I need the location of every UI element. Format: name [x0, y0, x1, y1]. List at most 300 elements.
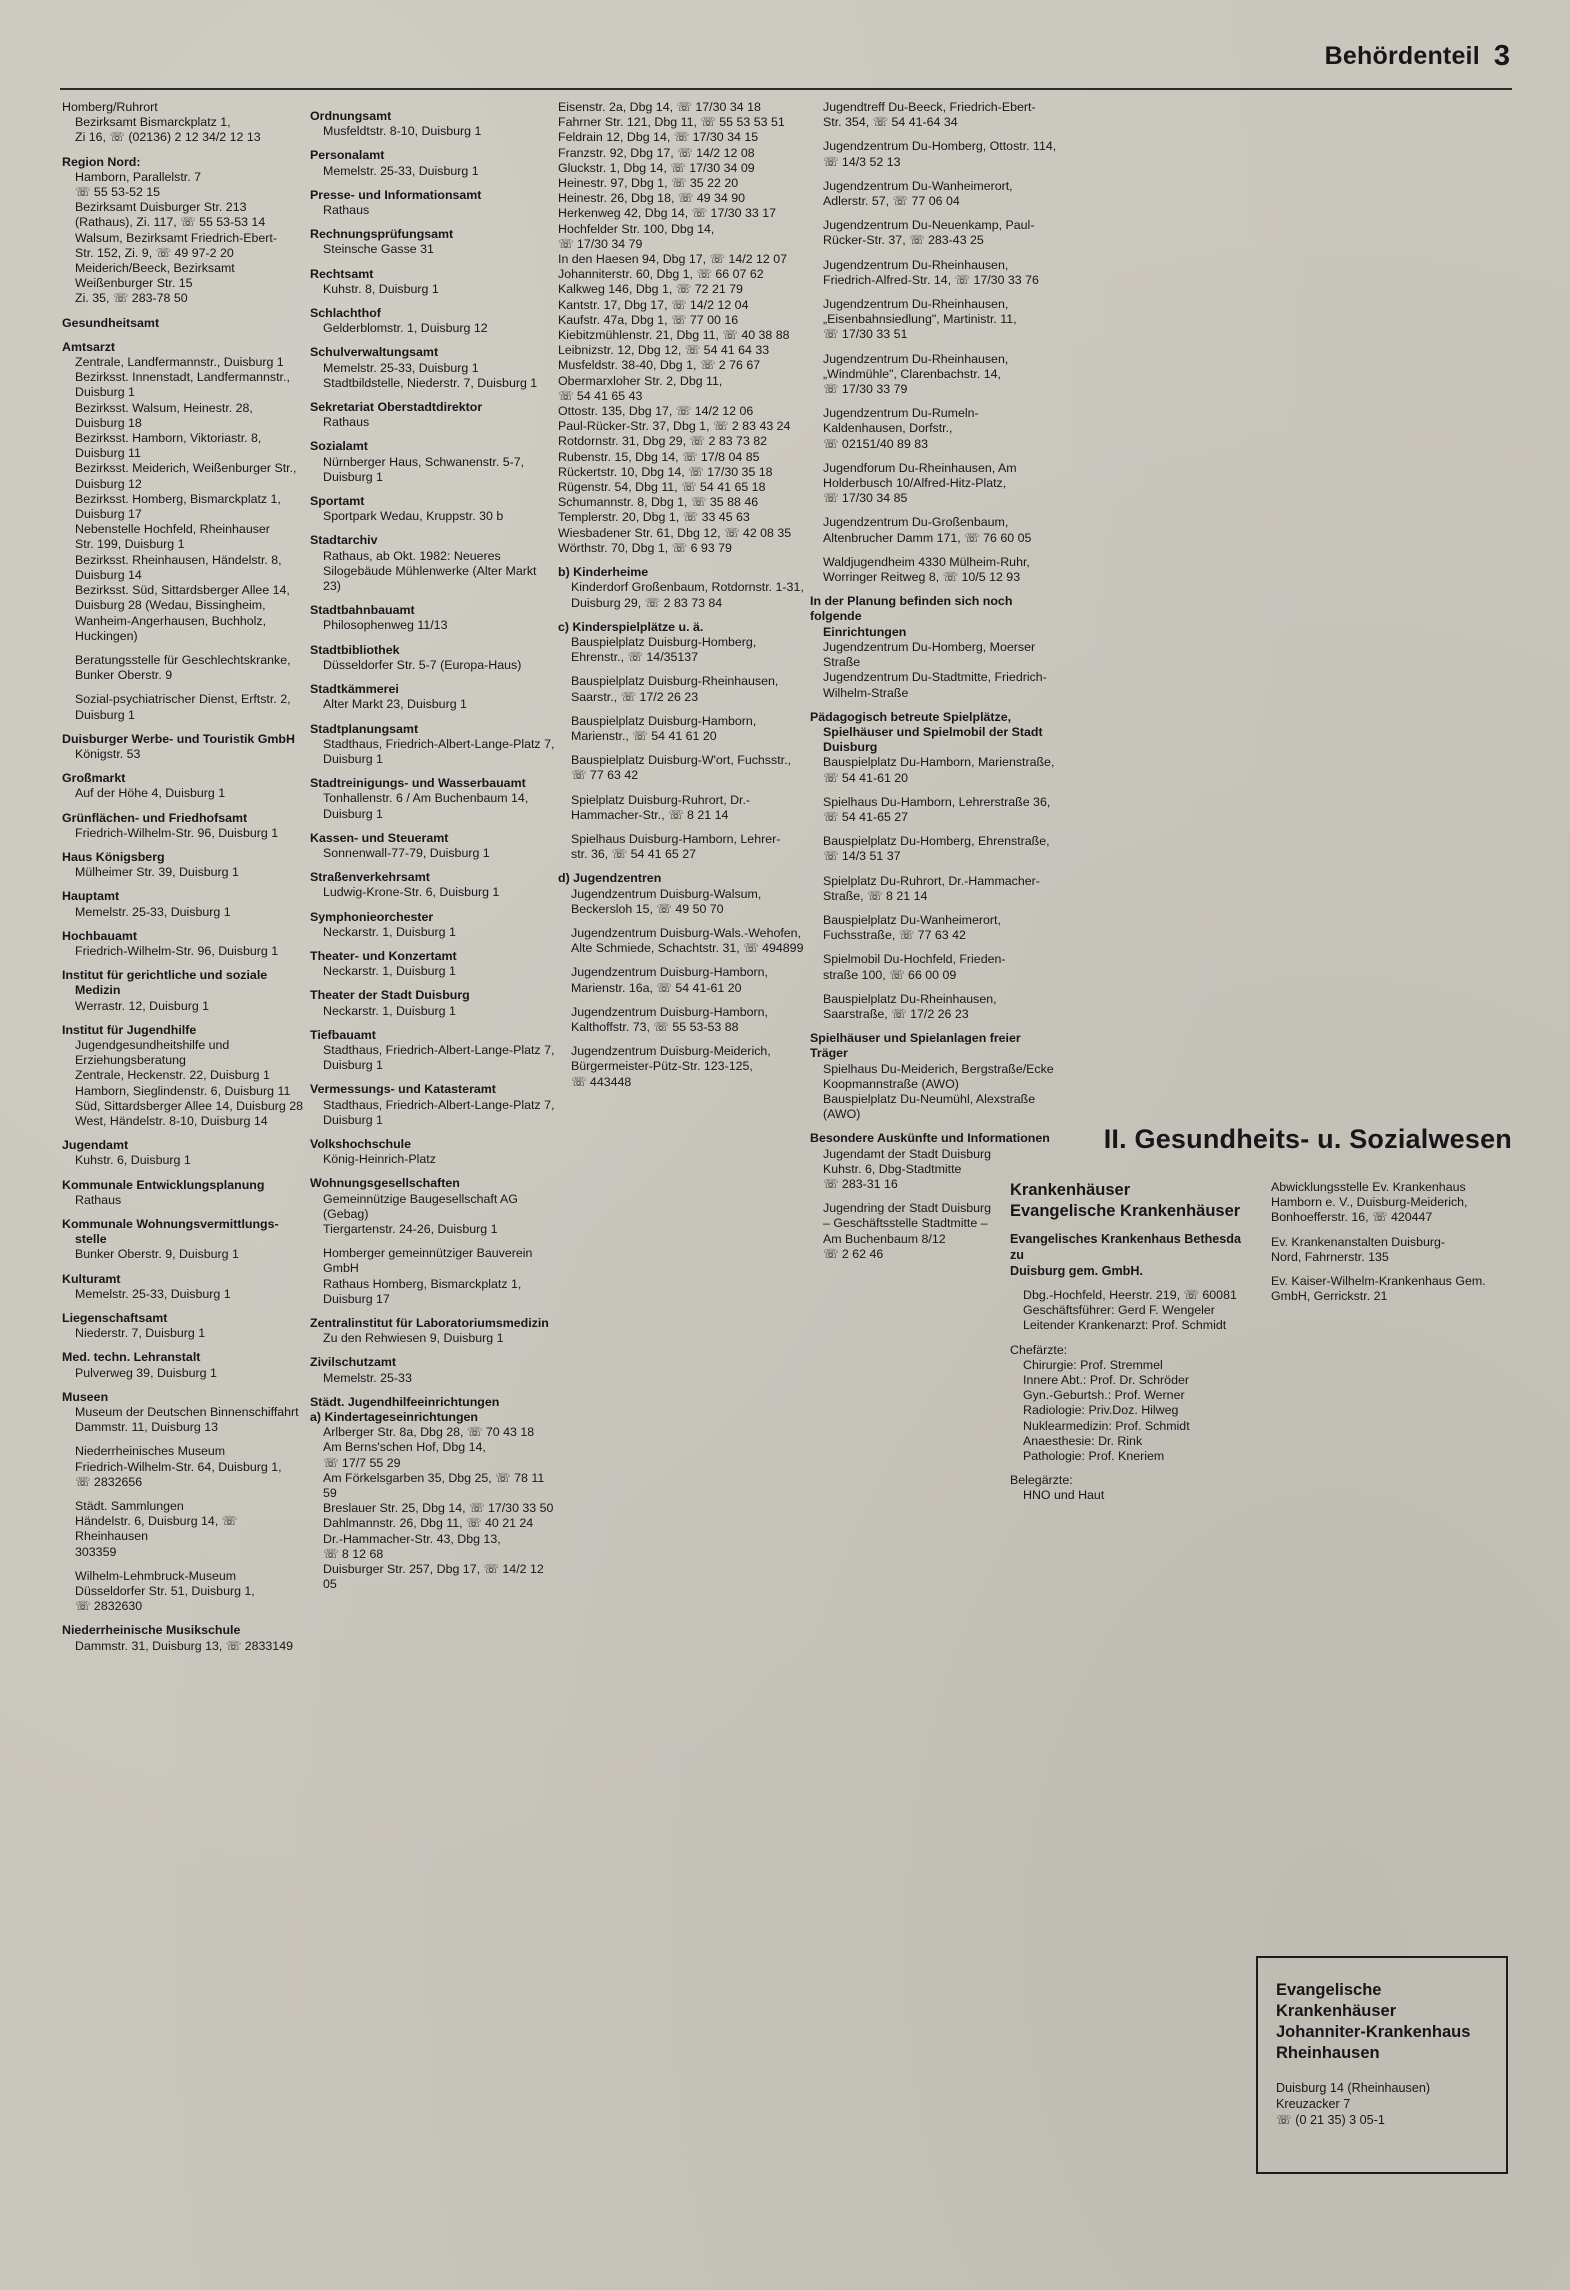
- entry-heading: Museen: [62, 1389, 109, 1404]
- text-line: König-Heinrich-Platz: [323, 1152, 436, 1167]
- entry-heading: Stadtbahnbauamt: [310, 603, 415, 618]
- entry-heading: Symphonieorchester: [310, 909, 434, 924]
- text-line: ☏ 283-31 16: [823, 1176, 898, 1191]
- text-line: Friedrich-Wilhelm-Str. 96, Duisburg 1: [75, 825, 279, 840]
- entry-heading: Stadtkämmerei: [310, 682, 399, 697]
- text-line: Bezirksst. Rheinhausen, Händelstr. 8,: [75, 552, 282, 567]
- column-3: [558, 100, 806, 1090]
- entry-detail: [310, 791, 556, 821]
- text-line: str. 36, ☏ 54 41 65 27: [571, 847, 697, 862]
- entry-heading: Stadtarchiv: [310, 533, 378, 548]
- entry-detail: [310, 1425, 556, 1592]
- text-line: Memelstr. 25-33, Duisburg 1: [323, 360, 479, 375]
- text-line: Homberg/Ruhrort: [62, 100, 158, 114]
- text-line: Neckarstr. 1, Duisburg 1: [323, 1003, 456, 1018]
- entry-heading-cont: Medizin: [75, 983, 121, 998]
- text-line: Eisenstr. 2a, Dbg 14, ☏ 17/30 34 18: [558, 100, 761, 114]
- text-line: Straße: [823, 655, 861, 670]
- text-line: Koopmannstraße (AWO): [823, 1076, 959, 1091]
- entry-heading: Ordnungsamt: [310, 109, 392, 123]
- entry-heading: Zivilschutzamt: [310, 1355, 397, 1370]
- entry-heading-cont: Duisburg: [823, 740, 878, 755]
- text-line: Kaldenhausen, Dorfstr.,: [823, 421, 953, 436]
- entry-heading: Gesundheitsamt: [62, 315, 160, 330]
- text-line: Walsum, Bezirksamt Friedrich-Ebert-: [75, 230, 277, 245]
- entry-detail: [62, 1639, 308, 1654]
- text-line: Jugendzentrum Du-Homberg, Ottostr. 114,: [823, 139, 1057, 154]
- text-line: Franzstr. 92, Dbg 17, ☏ 14/2 12 08: [558, 145, 755, 160]
- text-line: ☏ 17/30 34 85: [823, 491, 908, 506]
- text-line: Bezirksst. Walsum, Heinestr. 28,: [75, 400, 253, 415]
- text-line: Gluckstr. 1, Dbg 14, ☏ 17/30 34 09: [558, 160, 755, 175]
- entry-detail: [310, 415, 556, 430]
- text-line: ☏ 8 12 68: [323, 1546, 384, 1561]
- entry-detail: [62, 786, 308, 801]
- text-line: „Eisenbahnsiedlung", Martinistr. 11,: [823, 312, 1017, 327]
- text-line: Gyn.-Geburtsh.: Prof. Werner: [1023, 1388, 1185, 1403]
- text-line: Memelstr. 25-33, Duisburg 1: [323, 163, 479, 178]
- entry-heading: Hauptamt: [62, 889, 120, 904]
- text-line: Duisburg 1: [75, 707, 135, 722]
- text-line: Bezirksst. Meiderich, Weißenburger Str.,: [75, 461, 297, 476]
- text-line: Spielhaus Duisburg-Hamborn, Lehrer-: [571, 831, 781, 846]
- entry-detail: [558, 1044, 806, 1090]
- text-line: Jugendzentrum Duisburg-Walsum,: [571, 886, 762, 901]
- entry-detail: [810, 952, 1062, 982]
- entry-detail: [810, 874, 1062, 904]
- text-line: GmbH, Gerrickstr. 21: [1271, 1289, 1388, 1304]
- text-line: Ehrenstr., ☏ 14/35137: [571, 650, 699, 665]
- text-line: Düsseldorfer Str. 51, Duisburg 1,: [75, 1584, 255, 1599]
- text-line: Pulverweg 39, Duisburg 1: [75, 1365, 217, 1380]
- text-line: ☏ 54 41-61 20: [823, 770, 909, 785]
- text-line: Am Berns'schen Hof, Dbg 14,: [323, 1440, 486, 1455]
- text-line: Süd, Sittardsberger Allee 14, Duisburg 28: [75, 1098, 303, 1113]
- entry-detail: [310, 509, 556, 524]
- text-line: „Windmühle", Clarenbachstr. 14,: [823, 366, 1001, 381]
- entry-heading: Tiefbauamt: [310, 1027, 376, 1042]
- text-line: (Rathaus), Zi. 117, ☏ 55 53-53 14: [75, 215, 266, 230]
- text-line: Duisburg gem. GmbH.: [1010, 1264, 1143, 1278]
- text-line: Duisburg 29, ☏ 2 83 73 84: [571, 595, 723, 610]
- text-line: Leibnizstr. 12, Dbg 12, ☏ 54 41 64 33: [558, 343, 770, 358]
- entry-detail: [62, 355, 308, 644]
- text-line: Dammstr. 11, Duisburg 13: [75, 1420, 219, 1435]
- text-line: Spielplatz Du-Ruhrort, Dr.-Hammacher-: [823, 873, 1040, 888]
- entry-detail: [310, 697, 556, 712]
- entry-detail: [310, 549, 556, 595]
- entry-heading: Vermessungs- und Katasteramt: [310, 1082, 496, 1097]
- entry-heading: Hochbauamt: [62, 928, 138, 943]
- text-line: Holderbusch 10/Alfred-Hitz-Platz,: [823, 476, 1007, 491]
- entry-heading: Pädagogisch betreute Spielplätze,: [810, 709, 1012, 724]
- entry-heading: Kulturamt: [62, 1271, 121, 1286]
- text-line: Belegärzte:: [1010, 1473, 1073, 1488]
- text-line: Spielmobil Du-Hochfeld, Frieden-: [823, 952, 1006, 967]
- entry-detail: [810, 139, 1062, 169]
- text-line: Bauspielplatz Du-Neumühl, Alexstraße: [823, 1091, 1036, 1106]
- text-line: Gemeinnützige Baugesellschaft AG: [323, 1191, 518, 1206]
- column-4: [810, 100, 1062, 1262]
- entry-detail: [810, 218, 1062, 248]
- text-line: Rheinhausen: [1276, 2044, 1380, 2062]
- entry-detail: [310, 1004, 556, 1019]
- text-line: Jugendamt der Stadt Duisburg: [823, 1146, 992, 1161]
- subsection-heading: Krankenhäuser: [1010, 1181, 1131, 1199]
- entry-heading: Kommunale Wohnungsvermittlungs-: [62, 1217, 279, 1231]
- text-line: Dr.-Hammacher-Str. 43, Dbg 13,: [323, 1531, 501, 1546]
- text-line: Nord, Fahrnerstr. 135: [1271, 1249, 1389, 1264]
- entry-detail: [62, 1247, 308, 1262]
- text-line: Jugendzentrum Du-Stadtmitte, Friedrich-: [823, 670, 1047, 685]
- text-line: Alte Schmiede, Schachtstr. 31, ☏ 494899: [571, 941, 804, 956]
- entry-detail: [62, 1153, 308, 1168]
- text-line: ☏ 54 41-65 27: [823, 809, 909, 824]
- text-line: Schumannstr. 8, Dbg 1, ☏ 35 88 46: [558, 495, 759, 510]
- highlight-box-body: [1276, 2080, 1492, 2128]
- text-line: Rotdornstr. 31, Dbg 29, ☏ 2 83 73 82: [558, 434, 768, 449]
- entry-heading: Großmarkt: [62, 771, 126, 786]
- page-number: 3: [1493, 40, 1510, 72]
- text-line: Bauspielplatz Duisburg-W'ort, Fuchsstr.,: [571, 753, 791, 768]
- entry-heading: Med. techn. Lehranstalt: [62, 1350, 201, 1365]
- entry-detail: [558, 965, 806, 995]
- text-line: Beckersloh 15, ☏ 49 50 70: [571, 901, 724, 916]
- text-block: [1010, 1343, 1252, 1358]
- text-line: Dammstr. 31, Duisburg 13, ☏ 2833149: [75, 1638, 293, 1653]
- text-line: ☏ 17/30 34 79: [558, 236, 643, 251]
- org-heading: [1010, 1231, 1252, 1279]
- entry-detail: [62, 1569, 308, 1615]
- text-line: Straße, ☏ 8 21 14: [823, 888, 928, 903]
- text-line: Erziehungsberatung: [75, 1053, 186, 1068]
- text-line: Philosophenweg 11/13: [323, 618, 448, 633]
- entry-detail: [810, 555, 1062, 585]
- text-line: Hammacher-Str., ☏ 8 21 14: [571, 807, 729, 822]
- text-line: Duisburg 1: [323, 1112, 383, 1127]
- text-line: Bezirksst. Homberg, Bismarckplatz 1,: [75, 491, 281, 506]
- text-line: Duisburg 11: [75, 446, 141, 461]
- entry-detail: [810, 461, 1062, 507]
- entry-detail: [810, 297, 1062, 343]
- text-line: Silogebäude Mühlenwerke (Alter Markt 23): [323, 563, 537, 594]
- text-line: Ev. Krankenanstalten Duisburg-: [1271, 1234, 1446, 1249]
- text-line: Feldrain 12, Dbg 14, ☏ 17/30 34 15: [558, 130, 759, 145]
- entry-detail: [310, 282, 556, 297]
- text-line: Gelderblomstr. 1, Duisburg 12: [323, 321, 488, 336]
- text-line: Kantstr. 17, Dbg 17, ☏ 14/2 12 04: [558, 297, 749, 312]
- column-5: [1010, 1180, 1252, 1504]
- column-2: [310, 100, 556, 1592]
- text-line: Kuhstr. 6, Dbg-Stadtmitte: [823, 1161, 962, 1176]
- text-line: Memelstr. 25-33, Duisburg 1: [75, 904, 231, 919]
- text-line: Bezirksamt Duisburger Str. 213: [75, 200, 247, 215]
- column-1: [62, 100, 308, 1654]
- text-line: Bauspielplatz Du-Hamborn, Marienstraße,: [823, 755, 1055, 770]
- entry-detail: [810, 406, 1062, 452]
- text-line: Breslauer Str. 25, Dbg 14, ☏ 17/30 33 50: [323, 1501, 554, 1516]
- text-line: Hochfelder Str. 100, Dbg 14,: [558, 221, 715, 236]
- text-line: Marienstr., ☏ 54 41 61 20: [571, 728, 717, 743]
- text-line: Bezirksamt Bismarckplatz 1,: [75, 115, 231, 130]
- text-line: Jugendzentrum Du-Wanheimerort,: [823, 178, 1013, 193]
- entry-heading: Duisburger Werbe- und Touristik GmbH: [62, 731, 295, 746]
- text-line: Saarstraße, ☏ 17/2 26 23: [823, 1006, 969, 1021]
- text-line: Sonnenwall-77-79, Duisburg 1: [323, 845, 490, 860]
- text-line: Kalthoffstr. 73, ☏ 55 53-53 88: [571, 1019, 739, 1034]
- text-line: Beratungsstelle für Geschlechtskranke,: [75, 652, 291, 667]
- text-line: Duisburger Str. 257, Dbg 17, ☏ 14/2 12 05: [323, 1562, 544, 1592]
- text-line: Duisburg 28 (Wedau, Bissingheim,: [75, 598, 266, 613]
- text-line: Hamborn, Parallelstr. 7: [75, 169, 202, 184]
- text-line: Kaufstr. 47a, Dbg 1, ☏ 77 00 16: [558, 312, 739, 327]
- text-line: Stadthaus, Friedrich-Albert-Lange-Platz 7,: [323, 736, 555, 751]
- text-line: Zentrale, Heckenstr. 22, Duisburg 1: [75, 1068, 270, 1083]
- text-line: c) Kinderspielplätze u. ä.: [558, 619, 704, 634]
- entry-heading: Theater- und Konzertamt: [310, 948, 457, 963]
- entry-detail: [558, 753, 806, 783]
- entry-detail: [310, 124, 556, 139]
- text-line: Hamborn e. V., Duisburg-Meiderich,: [1271, 1195, 1468, 1210]
- text-line: Ludwig-Krone-Str. 6, Duisburg 1: [323, 885, 500, 900]
- entry-heading-cont: stelle: [75, 1232, 107, 1247]
- entry-detail: [810, 913, 1062, 943]
- text-line: Neckarstr. 1, Duisburg 1: [323, 924, 456, 939]
- text-line: Jugendzentrum Duisburg-Meiderich,: [571, 1044, 771, 1059]
- text-line: Chefärzte:: [1010, 1342, 1068, 1357]
- text-line: ☏ 54 41 65 43: [558, 388, 643, 403]
- text-line: Bezirksst. Süd, Sittardsberger Allee 14,: [75, 583, 290, 598]
- text-line: Steinsche Gasse 31: [323, 242, 434, 257]
- text-line: Duisburg 14: [75, 567, 142, 582]
- entry-detail: [810, 352, 1062, 398]
- text-line: Jugendforum Du-Rheinhausen, Am: [823, 460, 1017, 475]
- entry-heading: Haus Königsberg: [62, 849, 165, 864]
- entry-detail: [62, 170, 308, 307]
- entry-detail: [62, 115, 308, 145]
- entry-heading: Besondere Auskünfte und Informationen: [810, 1131, 1050, 1146]
- entry-detail: [310, 242, 556, 257]
- entry-detail: [62, 944, 308, 959]
- text-line: Stadtbildstelle, Niederstr. 7, Duisburg 1: [323, 375, 538, 390]
- text-line: Bauspielplatz Du-Wanheimerort,: [823, 912, 1001, 927]
- entry-detail: [310, 885, 556, 900]
- entry-detail: [1258, 1274, 1508, 1304]
- entry-detail: [1010, 1488, 1252, 1503]
- entry-detail: [62, 1193, 308, 1208]
- entry-detail: [558, 832, 806, 862]
- highlight-box-title: [1276, 1980, 1492, 2064]
- entry-detail: [62, 1499, 308, 1560]
- text-line: a) Kindertageseinrichtungen: [310, 1410, 478, 1425]
- entry-detail: [310, 618, 556, 633]
- text-line: Wilhelm-Straße: [823, 685, 909, 700]
- text-line: Johanniterstr. 60, Dbg 1, ☏ 66 07 62: [558, 267, 764, 282]
- text-line: Str. 354, ☏ 54 41-64 34: [823, 115, 958, 130]
- entry-detail: [310, 964, 556, 979]
- entry-detail: [310, 361, 556, 391]
- text-line: ☏ 17/7 55 29: [323, 1455, 401, 1470]
- text-line: Paul-Rücker-Str. 37, Dbg 1, ☏ 2 83 43 24: [558, 419, 791, 434]
- text-line: ☏ (0 21 35) 3 05-1: [1276, 2113, 1385, 2127]
- text-line: Duisburg 17: [75, 507, 142, 522]
- entry-heading: Personalamt: [310, 148, 385, 163]
- text-line: straße 100, ☏ 66 00 09: [823, 967, 957, 982]
- text-line: West, Händelstr. 8-10, Duisburg 14: [75, 1113, 268, 1128]
- text-line: Museum der Deutschen Binnenschiffahrt: [75, 1405, 299, 1420]
- text-line: Rathaus: [323, 415, 370, 430]
- text-line: d) Jugendzentren: [558, 871, 662, 886]
- entry-heading: Grünflächen- und Friedhofsamt: [62, 810, 248, 825]
- text-line: Bauspielplatz Du-Rheinhausen,: [823, 991, 997, 1006]
- entry-detail: [558, 1005, 806, 1035]
- text-line: Duisburg 1: [323, 806, 383, 821]
- entry-heading: Niederrheinische Musikschule: [62, 1623, 241, 1638]
- text-line: Fuchsstraße, ☏ 77 63 42: [823, 928, 966, 943]
- text-line: Marienstr. 16a, ☏ 54 41-61 20: [571, 980, 742, 995]
- text-line: Kinderdorf Großenbaum, Rotdornstr. 1-31,: [571, 580, 804, 595]
- list-group-label: [310, 1410, 556, 1425]
- text-line: Memelstr. 25-33, Duisburg 1: [75, 1286, 231, 1301]
- text-line: Duisburg 14 (Rheinhausen): [1276, 2081, 1431, 2095]
- text-line: Spielplatz Duisburg-Ruhrort, Dr.-: [571, 792, 751, 807]
- text-line: Abwicklungsstelle Ev. Krankenhaus: [1271, 1180, 1466, 1194]
- text-line: Stadthaus, Friedrich-Albert-Lange-Platz 7,: [323, 1042, 555, 1057]
- text-line: Duisburg 12: [75, 476, 142, 491]
- text-line: In den Haesen 94, Dbg 17, ☏ 14/2 12 07: [558, 252, 788, 267]
- text-line: ☏ 02151/40 89 83: [823, 436, 929, 451]
- entry-heading: Amtsarzt: [62, 339, 116, 354]
- text-line: Duisburg 17: [323, 1291, 390, 1306]
- text-line: Bezirksst. Hamborn, Viktoriastr. 8,: [75, 431, 262, 446]
- text-line: (AWO): [823, 1107, 861, 1122]
- text-line: Wörthstr. 70, Dbg 1, ☏ 6 93 79: [558, 540, 732, 555]
- text-line: Zi 16, ☏ (02136) 2 12 34/2 12 13: [75, 130, 261, 145]
- entry-detail: [310, 925, 556, 940]
- entry-detail: [62, 747, 308, 762]
- entry-detail: [558, 887, 806, 917]
- text-line: Str. 152, Zi. 9, ☏ 49 97-2 20: [75, 245, 234, 260]
- entry-detail: [810, 258, 1062, 288]
- entry-detail: [810, 515, 1062, 545]
- text-line: Spielhaus Du-Hamborn, Lehrerstraße 36,: [823, 794, 1051, 809]
- text-line: – Geschäftsstelle Stadtmitte –: [823, 1216, 988, 1231]
- entry-heading-cont: Spielhäuser und Spielmobil der Stadt: [823, 724, 1043, 739]
- text-line: Duisburg 1: [323, 1058, 383, 1073]
- entry-detail: [62, 1444, 308, 1490]
- entry-detail: [1258, 1180, 1508, 1226]
- entry-heading: Schlachthof: [310, 306, 381, 321]
- text-line: Rathaus: [75, 1192, 122, 1207]
- text-line: Heinestr. 26, Dbg 18, ☏ 49 34 90: [558, 191, 746, 206]
- text-line: Nürnberger Haus, Schwanenstr. 5-7,: [323, 454, 525, 469]
- highlight-box: [1256, 1956, 1508, 2174]
- text-line: Königstr. 53: [75, 746, 141, 761]
- text-line: Duisburg 1: [75, 385, 135, 400]
- text-line: Obermarxloher Str. 2, Dbg 11,: [558, 373, 723, 388]
- text-line: Jugendtreff Du-Beeck, Friedrich-Ebert-: [823, 100, 1036, 114]
- text-line: Jugendzentrum Du-Rumeln-: [823, 406, 979, 421]
- entry-heading: Rechnungsprüfungsamt: [310, 227, 454, 242]
- text-line: Herkenweg 42, Dbg 14, ☏ 17/30 33 17: [558, 206, 777, 221]
- column-6: [1258, 1180, 1508, 1304]
- entry-heading: Wohnungsgesellschaften: [310, 1176, 460, 1191]
- text-line: Tiergartenstr. 24-26, Duisburg 1: [323, 1221, 498, 1236]
- entry-detail: [310, 1043, 556, 1073]
- entry-heading-cont: Einrichtungen: [823, 624, 907, 639]
- entry-detail: [62, 653, 308, 683]
- entry-detail: [810, 795, 1062, 825]
- text-line: Ev. Kaiser-Wilhelm-Krankenhaus Gem.: [1271, 1274, 1486, 1289]
- text-line: Huckingen): [75, 628, 138, 643]
- text-line: ☏ 2832656: [75, 1474, 143, 1489]
- text-line: Ottostr. 135, Dbg 17, ☏ 14/2 12 06: [558, 404, 754, 419]
- entry-heading: Sozialamt: [310, 439, 368, 454]
- entry-detail: [310, 1371, 556, 1386]
- text-line: Kuhstr. 8, Duisburg 1: [323, 281, 439, 296]
- entry-detail: [62, 1405, 308, 1435]
- text-line: Jugendzentrum Duisburg-Hamborn,: [571, 1004, 768, 1019]
- text-line: Templerstr. 20, Dbg 1, ☏ 33 45 63: [558, 510, 750, 525]
- text-line: Am Buchenbaum 8/12: [823, 1231, 946, 1246]
- text-line: Dahlmannstr. 26, Dbg 11, ☏ 40 21 24: [323, 1516, 534, 1531]
- text-line: Arlberger Str. 8a, Dbg 28, ☏ 70 43 18: [323, 1425, 535, 1440]
- text-line: Weißenburger Str. 15: [75, 276, 193, 291]
- text-line: ☏ 17/30 33 51: [823, 327, 908, 342]
- entry-heading: Städt. Jugendhilfeeinrichtungen: [310, 1394, 500, 1409]
- text-line: Am Förkelsgarben 35, Dbg 25, ☏ 78 11 59: [323, 1470, 545, 1501]
- entry-detail: [62, 692, 308, 722]
- text-line: Memelstr. 25-33: [323, 1370, 412, 1385]
- entry-heading: Region Nord:: [62, 154, 141, 169]
- entry-heading: Volkshochschule: [310, 1136, 411, 1151]
- text-line: Kalkweg 146, Dbg 1, ☏ 72 21 79: [558, 282, 743, 297]
- text-line: Rubenstr. 15, Dbg 14, ☏ 17/8 04 85: [558, 449, 760, 464]
- entry-detail: [1010, 1358, 1252, 1464]
- text-line: Spielhaus Du-Meiderich, Bergstraße/Ecke: [823, 1061, 1054, 1076]
- text-line: Bunker Oberstr. 9, Duisburg 1: [75, 1247, 239, 1262]
- entry-heading: Spielhäuser und Spielanlagen freier Träger: [810, 1031, 1021, 1061]
- entry-detail: [310, 164, 556, 179]
- text-line: Nebenstelle Hochfeld, Rheinhauser: [75, 522, 270, 537]
- entry-heading: Sekretariat Oberstadtdirektor: [310, 400, 483, 415]
- text-line: Niederstr. 7, Duisburg 1: [75, 1326, 206, 1341]
- text-line: Sozial-psychiatrischer Dienst, Erftstr. 2,: [75, 692, 291, 707]
- text-line: Rügenstr. 54, Dbg 11, ☏ 54 41 65 18: [558, 480, 766, 495]
- text-line: Alter Markt 23, Duisburg 1: [323, 697, 467, 712]
- text-line: Duisburg 18: [75, 415, 142, 430]
- entry-heading: Straßenverkehrsamt: [310, 870, 430, 885]
- text-line: ☏ 14/3 51 37: [823, 849, 901, 864]
- entry-heading: Rechtsamt: [310, 266, 374, 281]
- text-line: Worringer Reitweg 8, ☏ 10/5 12 93: [823, 570, 1021, 585]
- entry-detail: [62, 1326, 308, 1341]
- list-group-label: [558, 565, 806, 580]
- text-line: Kiebitzmühlenstr. 21, Dbg 11, ☏ 40 38 88: [558, 328, 790, 343]
- entry-heading: Jugendamt: [62, 1138, 129, 1153]
- text-line: ☏ 14/3 52 13: [823, 154, 901, 169]
- text-line: (Gebag): [323, 1206, 369, 1221]
- entry-heading: Kommunale Entwicklungsplanung: [62, 1177, 265, 1192]
- text-line: Mülheimer Str. 39, Duisburg 1: [75, 865, 239, 880]
- text-line: Bezirksst. Innenstadt, Landfermannstr.,: [75, 370, 290, 385]
- entry-detail: [810, 992, 1062, 1022]
- text-block: [558, 100, 806, 556]
- entry-heading: Liegenschaftsamt: [62, 1311, 168, 1326]
- text-line: Fahrner Str. 121, Dbg 11, ☏ 55 53 53 51: [558, 115, 785, 130]
- list-group-label: [558, 871, 806, 886]
- text-line: Hamborn, Sieglindenstr. 6, Duisburg 11: [75, 1083, 291, 1098]
